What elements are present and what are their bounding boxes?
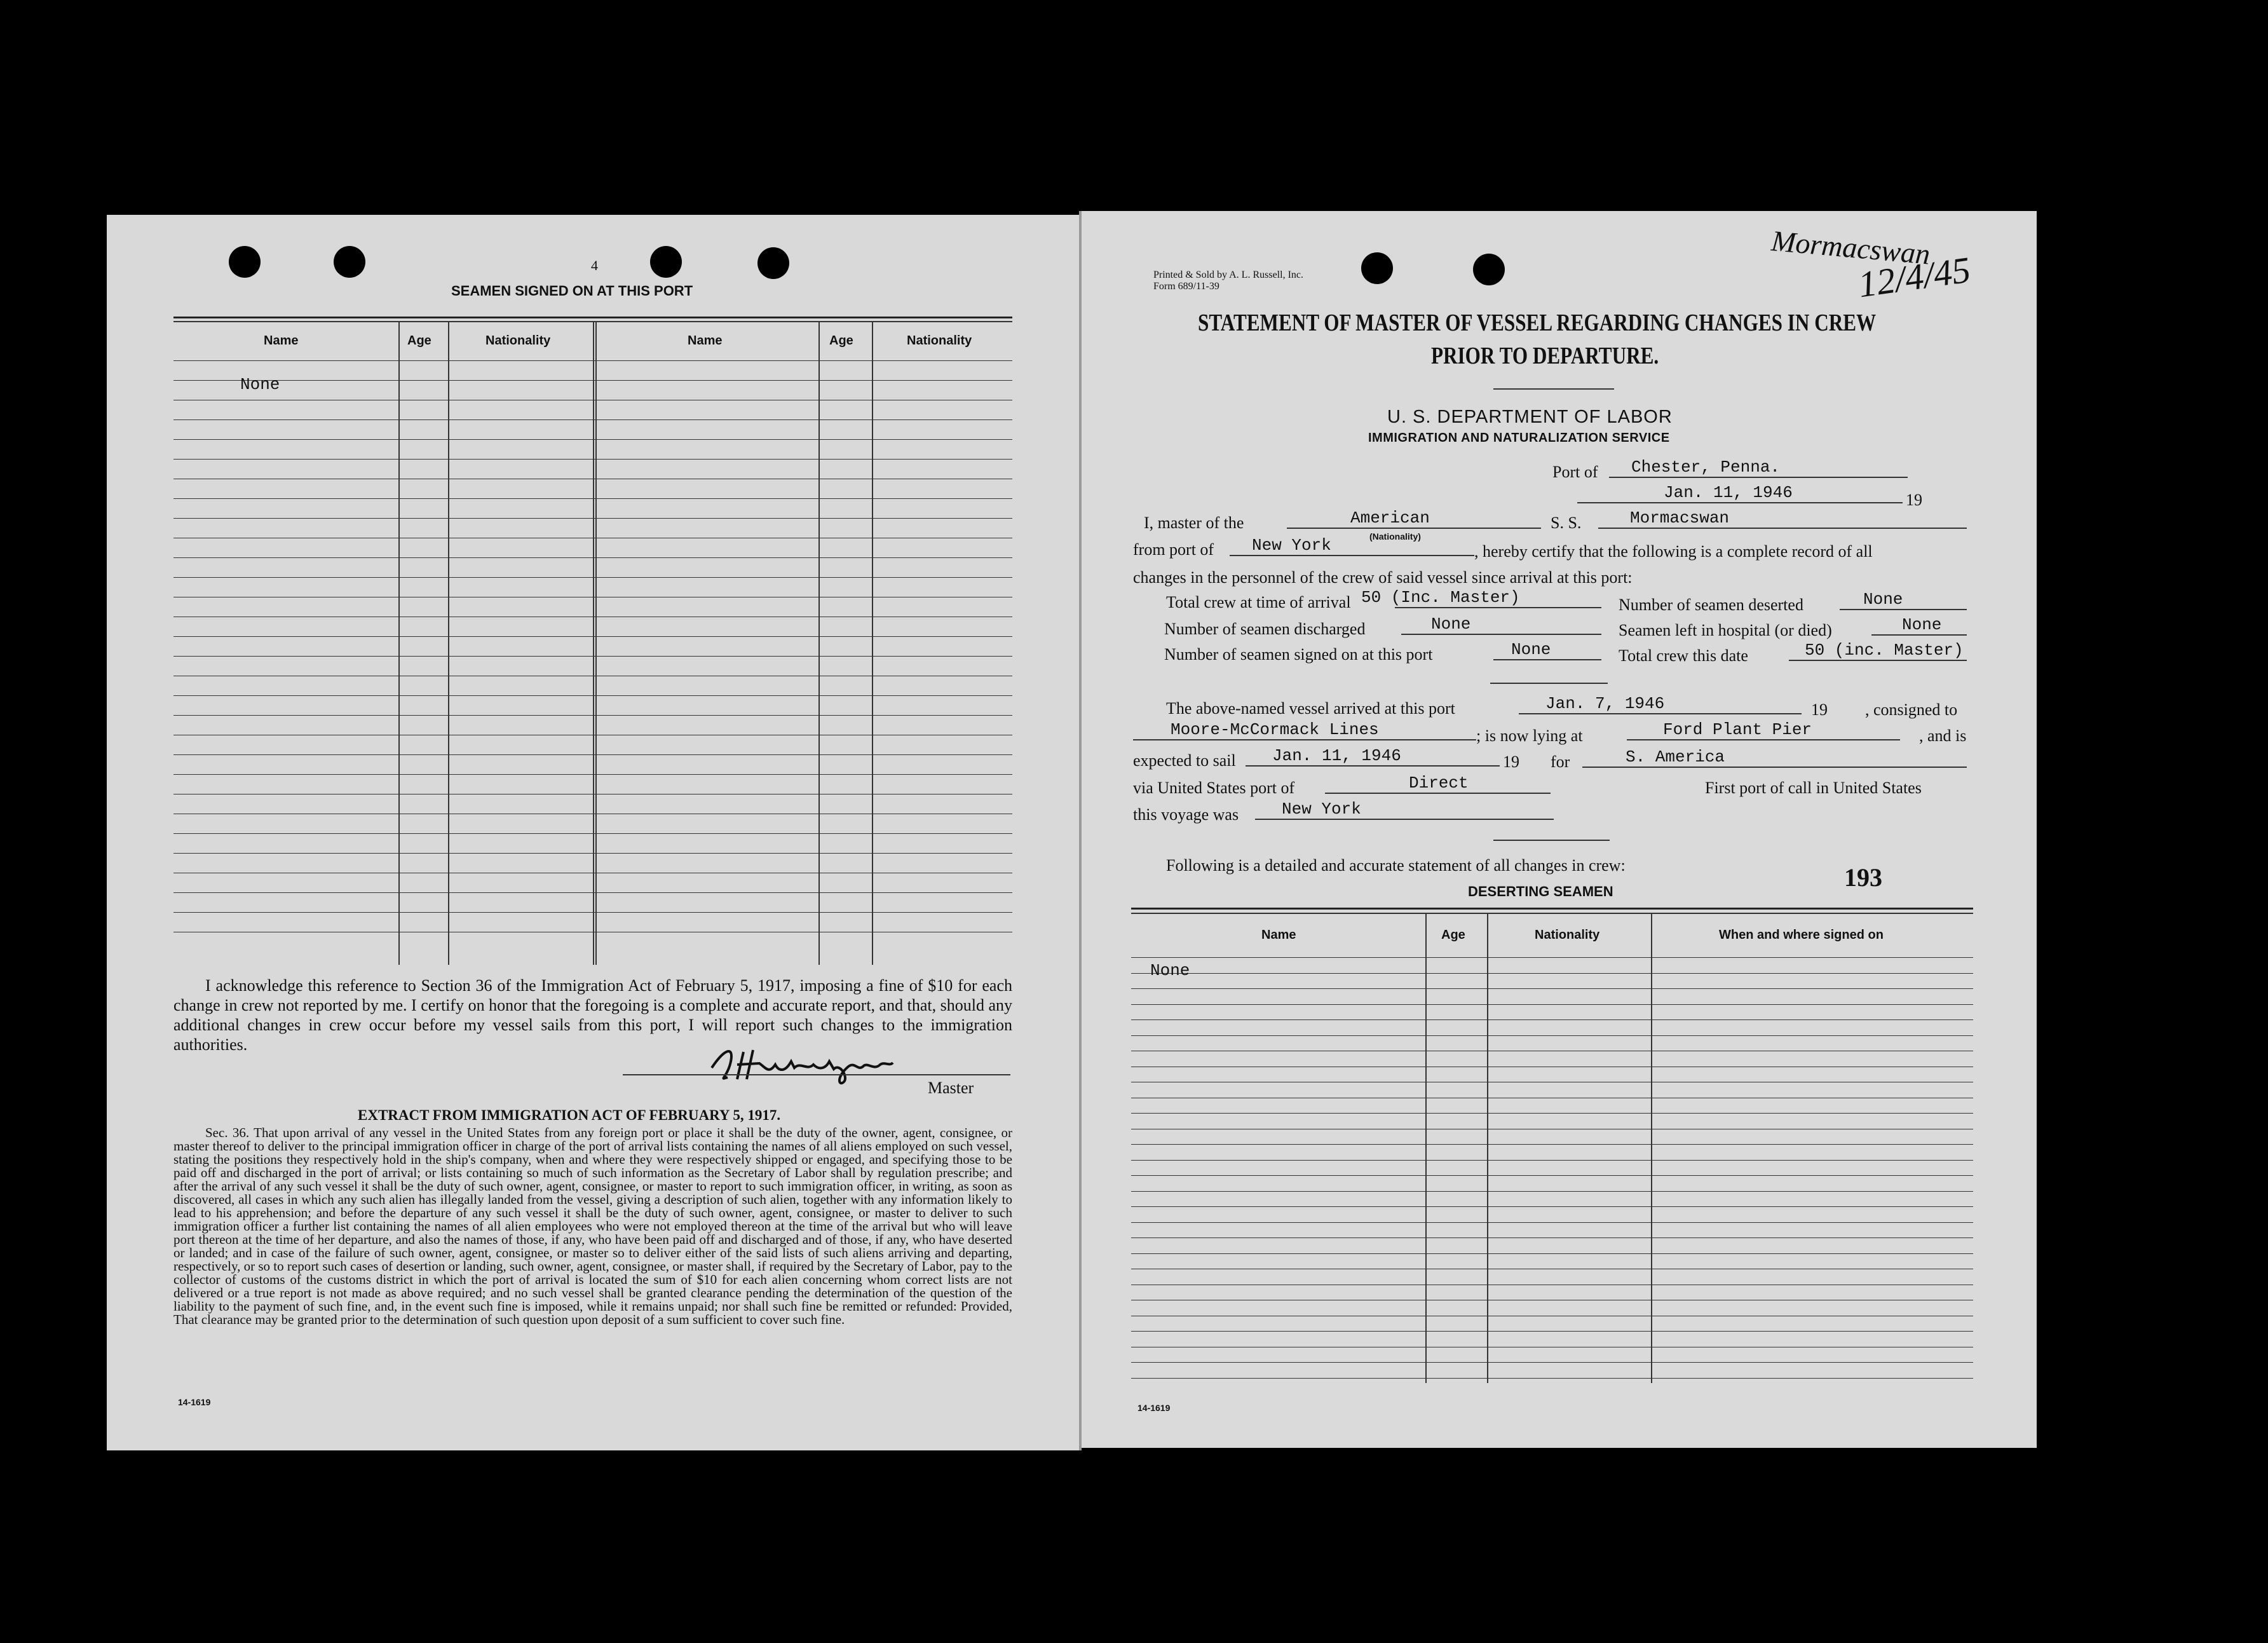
acknowledgment-text: I acknowledge this reference to Section 36 of the Immigration Act of February 5, 1917, imposing a fine of $10 for each change in crew not reported by me. I certify on honor that the foregoing is a complete and accurate report, and that, should any additional changes in crew occur before my vessel sails from this port, I will report such changes to the immigration authorities.: [173, 976, 1012, 1054]
table-row-rule: [1131, 1004, 1973, 1005]
consignee-value: Moore-McCormack Lines: [1171, 720, 1379, 739]
stamp-number: 193: [1844, 863, 1882, 892]
table-row-rule: [1131, 1144, 1973, 1145]
form-title-line2: PRIOR TO DEPARTURE.: [1431, 343, 1659, 369]
expected-value: Jan. 11, 1946: [1272, 746, 1401, 765]
for-label: for: [1551, 753, 1570, 771]
table-row-rule: [1131, 1253, 1973, 1254]
vessel-name: Mormacswan: [1630, 508, 1730, 528]
total-crew-date-value: 50 (inc. Master): [1805, 641, 1964, 660]
deserted-value: None: [1863, 590, 1903, 609]
table-row-rule: [1131, 1019, 1973, 1020]
col-header-age-2: Age: [829, 334, 853, 348]
table-row-rule: [1131, 1191, 1973, 1192]
and-is-label: , and is: [1919, 726, 1967, 745]
nationality-value: American: [1350, 508, 1430, 528]
signed-on-label: Number of seamen signed on at this port: [1164, 645, 1433, 664]
form-number: Form 689/11-39: [1153, 281, 1219, 292]
from-port-value: New York: [1252, 536, 1331, 555]
extract-title: EXTRACT FROM IMMIGRATION ACT OF FEBRUARY 5, 1917.: [358, 1107, 781, 1123]
port-value: Chester, Penna.: [1631, 458, 1781, 477]
master-label: Master: [928, 1079, 974, 1097]
handwritten-vessel-name: Mormacswan: [1770, 224, 1932, 271]
left-form-code: 14-1619: [178, 1397, 211, 1407]
form-date-value: Jan. 11, 1946: [1664, 483, 1793, 502]
changes-text: changes in the personnel of the crew of said vessel since arrival at this port:: [1133, 568, 1633, 587]
desert-col-name: Name: [1261, 928, 1296, 942]
following-text: Following is a detailed and accurate statement of all changes in crew:: [1166, 856, 1626, 875]
deserted-label: Number of seamen deserted: [1619, 596, 1803, 614]
from-port-label: from port of: [1133, 540, 1214, 559]
certify-text: , hereby certify that the following is a complete record of all: [1474, 542, 1873, 561]
via-value: Direct: [1409, 774, 1469, 793]
col-header-nationality-2: Nationality: [907, 334, 972, 348]
extract-text: Sec. 36. That upon arrival of any vessel in the United States from any foreign port or place it shall be the duty of the owner, agent, consignee, or master thereof to deliver to the principal immigration officer in charge of the port of arrival lists containing the names of all aliens employed on such vessel, stating the positions they respectively hold in the ship's company, when and where they were respectively shipped or engaged, and specifying those to be paid off and discharged in the port of arrival; or lists containing so much of such information as the Secretary of Labor shall by regulation prescribe; and after the arrival of any such vessel it shall be the duty of such owner, agent, consignee, or master to report to such immigration officer, in writing, as soon as discovered, all cases in which any such alien has illegally landed from the vessel, giving a description of such alien, together with any information likely to lead to his apprehension; and before the departure of any such vessel it shall be the duty of such owner, agent, consignee, or master to deliver to such immigration officer a further list containing the names of all alien employees who were not employed thereon at the time of the arrival but who will leave port thereon at the time of her departure, and also the names of those, if any, who have been paid off and discharged and of those, if any, who have deserted or landed; and in case of the failure of such owner, agent, consignee, or master so to deliver either of the said lists of such aliens arriving and departing, respectively, or so to report such cases of desertion or landing, such owner, agent, consignee, or master shall, if required by the Secretary of Labor, pay to the collector of customs of the customs district in which the port of arrival is located the sum of $10 for each alien concerning whom correct lists are not delivered or a true report is not made as above required; and no such vessel shall be granted clearance pending the determination of the question of the liability to the payment of such fine, and, in the event such fine is imposed, while it remains unpaid; nor shall such fine be remitted or refunded: Provided, That clearance may be granted prior to the determination of such question upon deposit of a sum sufficient to cover such fine.: [173, 1125, 1012, 1327]
service-name: IMMIGRATION AND NATURALIZATION SERVICE: [1368, 431, 1670, 445]
year-prefix-arrived: 19: [1811, 700, 1828, 719]
desert-col-age: Age: [1441, 928, 1465, 942]
first-port-label: First port of call in United States: [1705, 779, 1922, 797]
form-title-line1: STATEMENT OF MASTER OF VESSEL REGARDING CHANGES IN CREW: [1198, 310, 1877, 336]
year-prefix-expected: 19: [1503, 753, 1519, 771]
via-label: via United States port of: [1133, 779, 1295, 797]
total-crew-arrival-value: 50 (Inc. Master): [1361, 588, 1520, 607]
table-row-rule: [1131, 1378, 1973, 1379]
desert-col-signed-on: When and where signed on: [1719, 928, 1884, 942]
lying-label: ; is now lying at: [1476, 726, 1583, 745]
expected-label: expected to sail: [1133, 751, 1236, 770]
printer-line: Printed & Sold by A. L. Russell, Inc.: [1153, 269, 1303, 280]
hospital-value: None: [1902, 615, 1942, 634]
table-row-rule: [1131, 988, 1973, 989]
table-row-rule: [1131, 1331, 1973, 1332]
lying-value: Ford Plant Pier: [1663, 720, 1812, 739]
punch-hole: [229, 246, 261, 278]
ss-label: S. S.: [1551, 514, 1582, 532]
table-row-rule: [1131, 1113, 1973, 1114]
page-fold: [1079, 211, 1082, 1450]
page-number: 4: [591, 257, 598, 273]
nationality-caption: (Nationality): [1369, 531, 1421, 542]
table-row-rule: [1131, 1175, 1973, 1176]
col-header-nationality: Nationality: [486, 334, 551, 348]
voyage-label: this voyage was: [1133, 805, 1239, 824]
hospital-label: Seamen left in hospital (or died): [1619, 621, 1832, 639]
discharged-value: None: [1431, 615, 1471, 634]
master-of-the-label: I, master of the: [1144, 514, 1244, 532]
col-header-name: Name: [264, 334, 299, 348]
left-first-entry: None: [240, 375, 280, 394]
table-row-rule: [1131, 973, 1973, 974]
discharged-label: Number of seamen discharged: [1164, 620, 1366, 638]
voyage-value: New York: [1282, 800, 1361, 819]
master-signature: [699, 1042, 909, 1087]
desert-col-nationality: Nationality: [1535, 928, 1600, 942]
seamen-signed-on-heading: SEAMEN SIGNED ON AT THIS PORT: [451, 283, 693, 299]
col-header-age: Age: [407, 334, 431, 348]
right-page: [1080, 211, 2037, 1448]
year-prefix: 19: [1906, 491, 1922, 509]
table-row-rule: [1131, 1206, 1973, 1207]
total-crew-arrival-label: Total crew at time of arrival: [1166, 593, 1351, 611]
arrived-value: Jan. 7, 1946: [1545, 694, 1665, 713]
table-row-rule: [1131, 1362, 1973, 1363]
department-name: U. S. DEPARTMENT OF LABOR: [1387, 407, 1673, 427]
punch-hole: [1361, 252, 1393, 284]
port-label: Port of: [1552, 463, 1598, 481]
table-row-rule: [1131, 957, 1973, 958]
punch-hole: [757, 247, 789, 279]
for-value: S. America: [1626, 747, 1725, 767]
punch-hole: [650, 246, 682, 278]
table-row-rule: [1131, 1160, 1973, 1161]
punch-hole: [334, 246, 365, 278]
deserting-first-entry: None: [1150, 961, 1190, 980]
table-top-rule: [173, 317, 1012, 318]
table-row-rule: [1131, 1222, 1973, 1223]
deserting-seamen-heading: DESERTING SEAMEN: [1468, 883, 1613, 899]
arrived-label: The above-named vessel arrived at this port: [1166, 699, 1455, 718]
table-row-rule: [1131, 1237, 1973, 1238]
total-crew-date-label: Total crew this date: [1619, 646, 1748, 665]
signed-on-value: None: [1511, 640, 1551, 659]
col-header-name-2: Name: [688, 334, 723, 348]
table-row-rule: [1131, 1035, 1973, 1036]
right-form-code: 14-1619: [1137, 1403, 1171, 1413]
consigned-label: , consigned to: [1865, 700, 1958, 719]
handwritten-date: 12/4/45: [1856, 249, 1973, 306]
punch-hole: [1473, 254, 1505, 285]
